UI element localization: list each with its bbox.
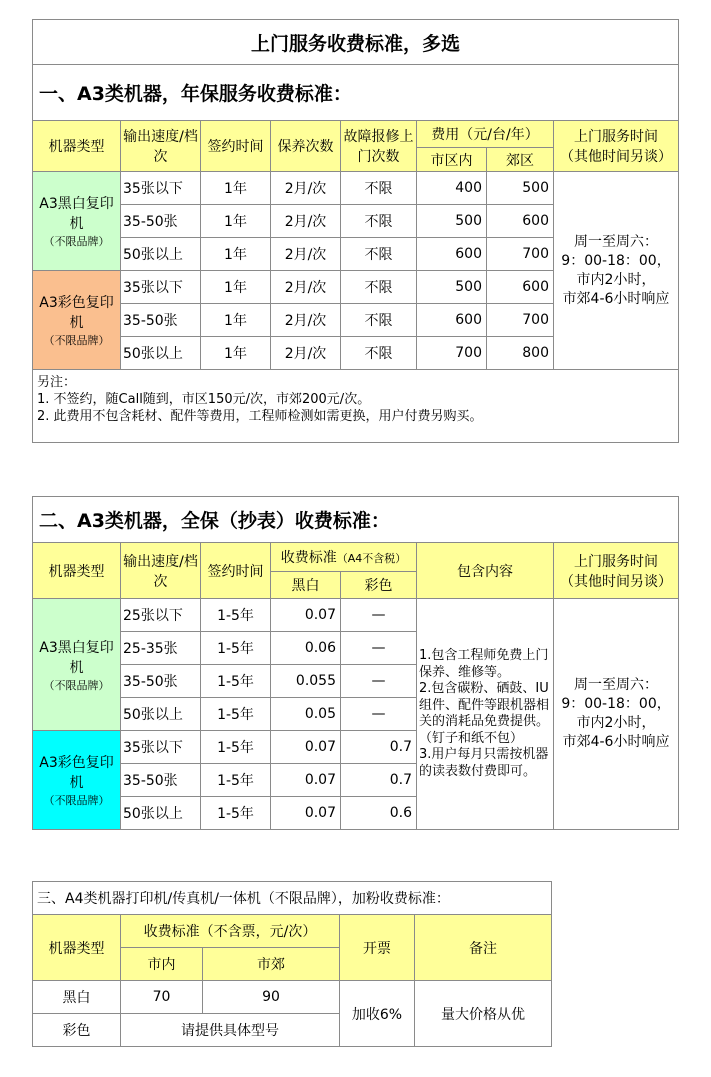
maintenance-cell: 2月/次 (271, 337, 341, 370)
term-cell: 1-5年 (201, 632, 271, 665)
term-cell: 1年 (201, 304, 271, 337)
annual-service-table (32, 19, 679, 443)
invoice-value: 加收6% (340, 981, 415, 1047)
machine-group-brand: （不限品牌） (43, 235, 110, 248)
header-fee-standard-note: （A4不含税） (336, 552, 407, 565)
header-repair-visits: 故障报修上门次数 (341, 121, 417, 172)
repair-cell: 不限 (341, 238, 417, 271)
header-service-time-note: （其他时间另谈） (560, 573, 673, 590)
contents-line: 3.用户每月只需按机器的读表数付费即可。 (419, 747, 549, 779)
header-fee-standard: 收费标准（不含票，元/次） (121, 915, 340, 948)
header-service-time-label: 上门服务时间 (574, 553, 659, 570)
machine-group-bw (33, 172, 121, 271)
section-3-heading: 三、A4类机器打印机/传真机/一体机（不限品牌），加粉收费标准： (33, 882, 552, 915)
maintenance-cell: 2月/次 (271, 205, 341, 238)
header-fee: 费用（元/台/年） (417, 121, 554, 148)
maintenance-cell: 2月/次 (271, 304, 341, 337)
service-line: 市郊4-6小时响应 (562, 290, 670, 307)
type-color: 彩色 (33, 1014, 121, 1047)
header-city: 市区内 (417, 148, 487, 172)
maintenance-cell: 2月/次 (271, 271, 341, 304)
machine-group-name: A3黑白复印机 (39, 639, 114, 676)
term-cell: 1-5年 (201, 797, 271, 830)
note-line: 1. 不签约，随Call随到，市区150元/次，市郊200元/次。 (37, 392, 371, 407)
note-line: 2. 此费用不包含耗材、配件等费用，工程师检测如需更换，用户付费另购买。 (37, 409, 483, 424)
header-city: 市内 (121, 948, 203, 981)
term-cell: 1年 (201, 337, 271, 370)
color-price-cell: — (341, 599, 417, 632)
term-cell: 1-5年 (201, 665, 271, 698)
included-contents (417, 599, 554, 830)
city-fee-cell: 400 (417, 172, 487, 205)
city-fee-cell: 500 (417, 271, 487, 304)
header-contract-term: 签约时间 (201, 543, 271, 599)
bw-price-cell: 0.07 (271, 599, 341, 632)
header-color: 彩色 (341, 572, 417, 599)
header-service-time (554, 121, 679, 172)
color-price-cell: — (341, 698, 417, 731)
speed-cell: 35-50张 (121, 205, 201, 238)
repair-cell: 不限 (341, 205, 417, 238)
page-title: 上门服务收费标准，多选 (33, 20, 679, 65)
service-line: 市内2小时， (576, 715, 656, 731)
suburb-fee-cell: 700 (487, 304, 554, 337)
bw-price-cell: 0.055 (271, 665, 341, 698)
machine-group-brand: （不限品牌） (43, 334, 110, 347)
machine-group-brand: （不限品牌） (43, 794, 110, 807)
color-price-cell: — (341, 665, 417, 698)
machine-group-name: A3黑白复印机 (39, 196, 114, 232)
machine-group-name: A3彩色复印机 (39, 755, 114, 791)
suburb-fee-cell: 500 (487, 172, 554, 205)
suburb-fee-cell: 800 (487, 337, 554, 370)
maintenance-cell: 2月/次 (271, 238, 341, 271)
header-output-speed: 输出速度/档次 (121, 121, 201, 172)
a4-refill-table (32, 881, 552, 1047)
service-line: 9：00-18：00， (561, 696, 671, 712)
city-fee-cell: 700 (417, 337, 487, 370)
header-contract-term: 签约时间 (201, 121, 271, 172)
speed-cell: 50张以上 (121, 797, 201, 830)
header-maintenance-count: 保养次数 (271, 121, 341, 172)
machine-group-color (33, 271, 121, 370)
speed-cell: 35-50张 (121, 665, 201, 698)
bw-city-price: 70 (121, 981, 203, 1014)
bw-price-cell: 0.07 (271, 797, 341, 830)
speed-cell: 35张以下 (121, 271, 201, 304)
color-model-note: 请提供具体型号 (121, 1014, 340, 1047)
term-cell: 1-5年 (201, 764, 271, 797)
service-line: 市内2小时， (576, 271, 656, 288)
contents-line: 1.包含工程师免费上门保养、维修等。 (419, 648, 549, 680)
suburb-fee-cell: 600 (487, 205, 554, 238)
header-machine-type: 机器类型 (33, 543, 121, 599)
remark-value: 量大价格从优 (415, 981, 552, 1047)
machine-group-color (33, 731, 121, 830)
speed-cell: 25-35张 (121, 632, 201, 665)
city-fee-cell: 600 (417, 304, 487, 337)
header-bw: 黑白 (271, 572, 341, 599)
maintenance-cell: 2月/次 (271, 172, 341, 205)
term-cell: 1-5年 (201, 698, 271, 731)
section-2-heading: 二、A3类机器，全保（抄表）收费标准： (33, 497, 679, 543)
term-cell: 1年 (201, 238, 271, 271)
suburb-fee-cell: 700 (487, 238, 554, 271)
repair-cell: 不限 (341, 271, 417, 304)
bw-price-cell: 0.05 (271, 698, 341, 731)
service-line: 周一至周六： (574, 233, 658, 250)
term-cell: 1年 (201, 172, 271, 205)
speed-cell: 50张以上 (121, 698, 201, 731)
header-machine-type: 机器类型 (33, 121, 121, 172)
service-line: 市郊4-6小时响应 (562, 734, 670, 750)
header-service-time-label: 上门服务时间 (574, 129, 658, 145)
header-remark: 备注 (415, 915, 552, 981)
color-price-cell: 0.7 (341, 764, 417, 797)
service-time-cell (554, 599, 679, 830)
speed-cell: 25张以下 (121, 599, 201, 632)
header-invoice: 开票 (340, 915, 415, 981)
color-price-cell: 0.6 (341, 797, 417, 830)
service-line: 9：00-18：00， (561, 252, 671, 269)
bw-suburb-price: 90 (203, 981, 340, 1014)
header-output-speed: 输出速度/档次 (121, 543, 201, 599)
city-fee-cell: 500 (417, 205, 487, 238)
repair-cell: 不限 (341, 304, 417, 337)
bw-price-cell: 0.07 (271, 731, 341, 764)
note-line: 另注： (37, 375, 77, 390)
contents-line: 2.包含碳粉、硒鼓、IU组件、配件等跟机器相关的消耗品免费提供。（钉子和纸不包） (419, 681, 550, 746)
speed-cell: 35-50张 (121, 304, 201, 337)
term-cell: 1年 (201, 271, 271, 304)
term-cell: 1年 (201, 205, 271, 238)
table-row (33, 599, 679, 632)
color-price-cell: 0.7 (341, 731, 417, 764)
section-1-heading: 一、A3类机器，年保服务收费标准： (33, 65, 679, 121)
speed-cell: 50张以上 (121, 238, 201, 271)
speed-cell: 35张以下 (121, 172, 201, 205)
service-line: 周一至周六： (574, 677, 659, 693)
section-1-notes (33, 370, 679, 443)
machine-group-bw (33, 599, 121, 731)
repair-cell: 不限 (341, 337, 417, 370)
header-fee-standard-label: 收费标准 (280, 550, 337, 566)
header-contents: 包含内容 (417, 543, 554, 599)
service-time-cell (554, 172, 679, 370)
term-cell: 1-5年 (201, 599, 271, 632)
table-row (33, 981, 552, 1014)
speed-cell: 35张以下 (121, 731, 201, 764)
machine-group-brand: （不限品牌） (43, 678, 110, 692)
speed-cell: 50张以上 (121, 337, 201, 370)
speed-cell: 35-50张 (121, 764, 201, 797)
header-service-time (554, 543, 679, 599)
header-fee-standard (271, 543, 417, 572)
machine-group-name: A3彩色复印机 (39, 295, 114, 331)
bw-price-cell: 0.06 (271, 632, 341, 665)
type-bw: 黑白 (33, 981, 121, 1014)
table-row (33, 172, 679, 205)
city-fee-cell: 600 (417, 238, 487, 271)
full-service-table (32, 496, 679, 830)
term-cell: 1-5年 (201, 731, 271, 764)
bw-price-cell: 0.07 (271, 764, 341, 797)
color-price-cell: — (341, 632, 417, 665)
repair-cell: 不限 (341, 172, 417, 205)
header-suburb: 郊区 (487, 148, 554, 172)
header-service-time-note: （其他时间另谈） (560, 149, 672, 165)
header-machine-type: 机器类型 (33, 915, 121, 981)
suburb-fee-cell: 600 (487, 271, 554, 304)
header-suburb: 市郊 (203, 948, 340, 981)
